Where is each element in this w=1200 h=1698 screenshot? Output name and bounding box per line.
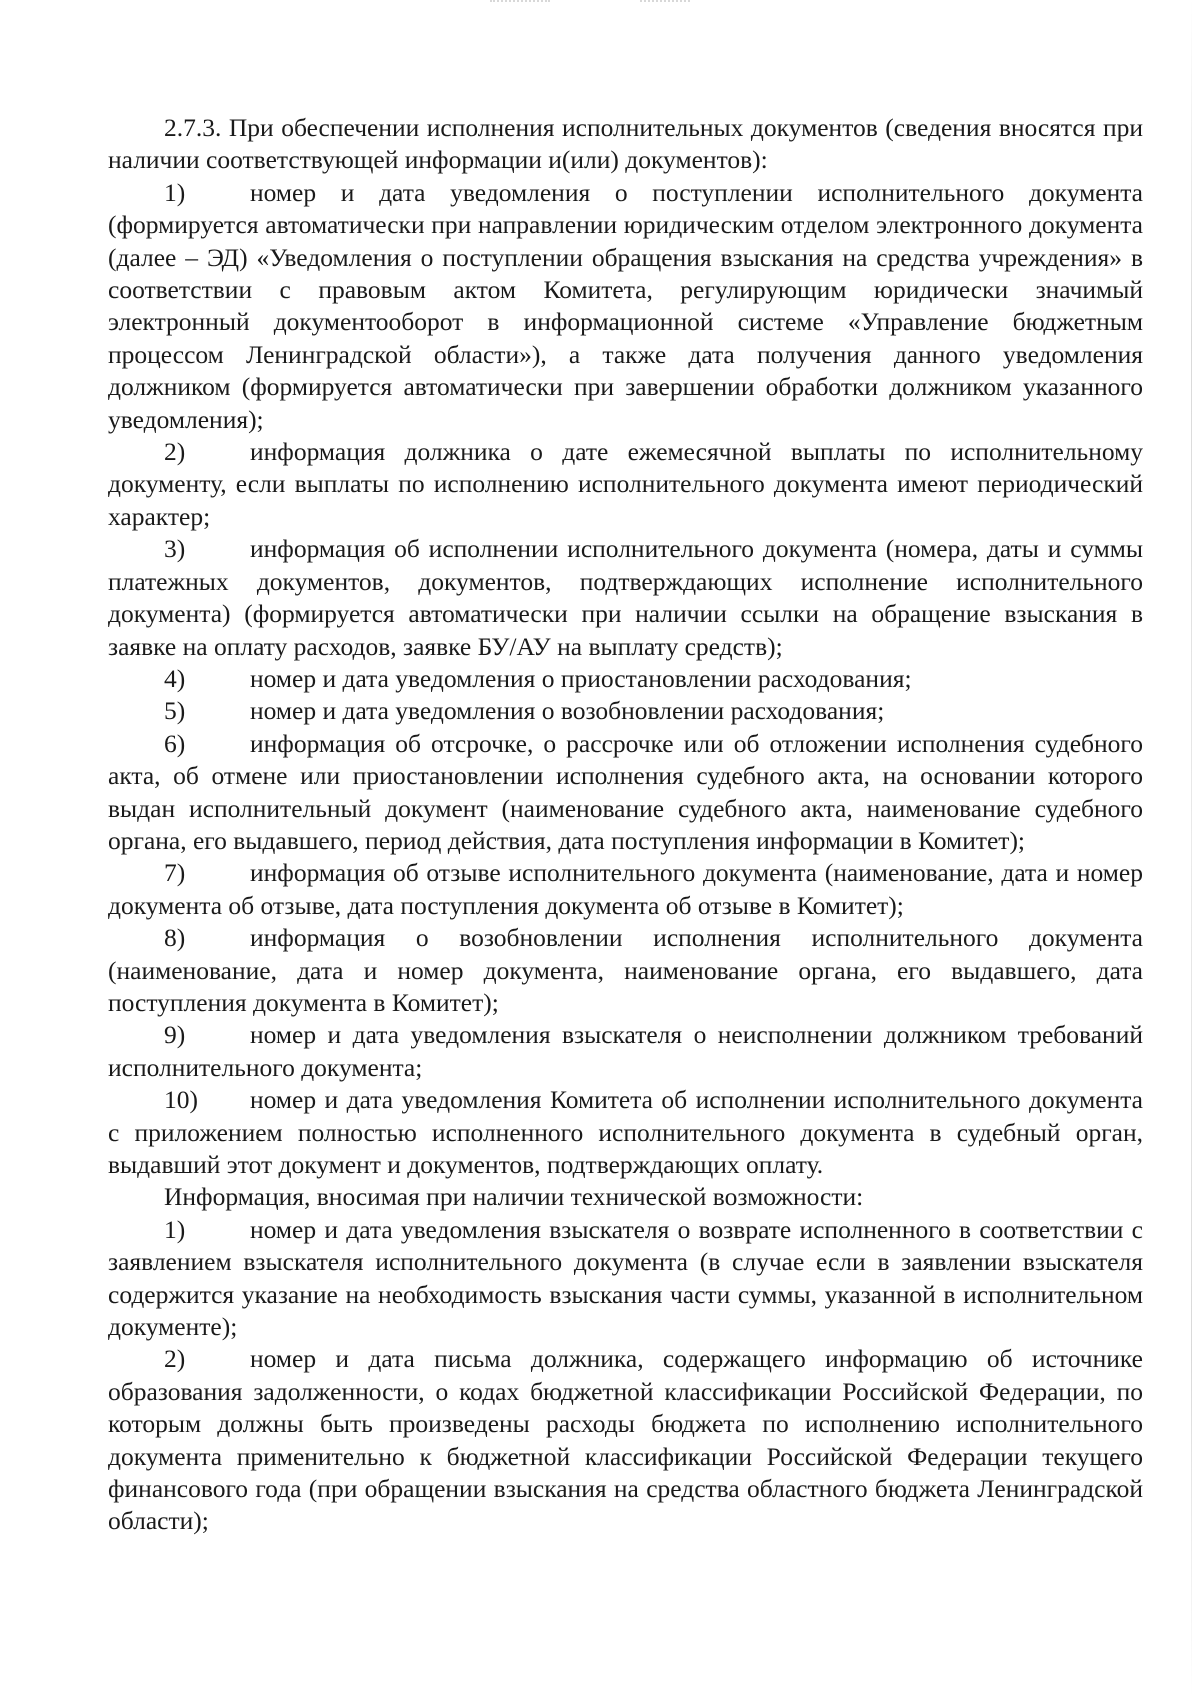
list-item bbox=[108, 533, 1143, 663]
list-item bbox=[108, 728, 1143, 858]
list-item bbox=[108, 177, 1143, 436]
item-number: 7) bbox=[164, 858, 186, 888]
document-body bbox=[108, 112, 1143, 1538]
item-text: номер и дата уведомления о возобновлении расходования; bbox=[250, 696, 885, 726]
item-number: 10) bbox=[164, 1085, 198, 1115]
page-edge-shadow bbox=[1191, 0, 1192, 1698]
item-number: 4) bbox=[164, 663, 186, 693]
item-number: 9) bbox=[164, 1020, 186, 1050]
list-item bbox=[108, 1084, 1143, 1181]
item-text: номер и дата уведомления о приостановлении расходования; bbox=[250, 663, 912, 693]
item-number: 1) bbox=[164, 177, 186, 207]
list-item bbox=[108, 436, 1143, 533]
list-item bbox=[108, 663, 1143, 695]
item-text: номер и дата уведомления взыскателя о неисполнении должником требований исполнительного документа; bbox=[108, 1020, 1143, 1082]
item-text: информация должника о дате ежемесячной выплаты по исполнительному документу, если выплаты по исполнению исполнительного документа имеют периодический характер; bbox=[108, 437, 1143, 531]
list-item bbox=[108, 695, 1143, 727]
technical-list-item bbox=[108, 1343, 1143, 1537]
item-text: информация о возобновлении исполнения исполнительного документа (наименование, дата и номер документа, наименование органа, его выдавшего, дата поступления документа в Комитет); bbox=[108, 923, 1143, 1017]
item-number: 5) bbox=[164, 696, 186, 726]
list-item bbox=[108, 1019, 1143, 1084]
item-number: 2) bbox=[164, 437, 186, 467]
item-number: 1) bbox=[164, 1214, 186, 1244]
item-text: информация об отзыве исполнительного документа (наименование, дата и номер документа об отзыве, дата поступления документа об отзыве в Комитет); bbox=[108, 858, 1143, 920]
scan-artifact bbox=[490, 0, 550, 24]
technical-list-item bbox=[108, 1214, 1143, 1344]
technical-section-heading: Информация, вносимая при наличии технической возможности: bbox=[164, 1182, 864, 1212]
item-number: 6) bbox=[164, 728, 186, 758]
item-text: номер и дата письма должника, содержащего информацию об источнике образования задолженности, о кодах бюджетной классификации Российской Федерации, по которым должны быть произведены расходы бюджета по исполнению исполнительного документа применительно к бюджетной классификации Российской Федерации текущего финансового года (при обращении взыскания на средства областного бюджета Ленинградской области); bbox=[108, 1344, 1143, 1536]
item-number: 2) bbox=[164, 1344, 186, 1374]
item-text: информация об исполнении исполнительного документа (номера, даты и суммы платежных документов, документов, подтверждающих исполнение исполнительного документа) (формируется автоматически при наличии ссылки на обращение взыскания в заявке на оплату расходов, заявке БУ/АУ на выплату средств); bbox=[108, 534, 1143, 661]
item-text: номер и дата уведомления о поступлении исполнительного документа (формируется автоматически при направлении юридическим отделом электронного документа (далее – ЭД) «Уведомления о поступлении обращения взыскания на средства учреждения» в соответствии с правовым актом Комитета, регулирующим юридически значимый электронный документооборот в информационной системе «Управление бюджетным процессом Ленинградской области»), а также дата получения данного уведомления должником (формируется автоматически при завершении обработки должником указанного уведомления); bbox=[108, 177, 1143, 434]
item-text: информация об отсрочке, о рассрочке или об отложении исполнения судебного акта, об отмене или приостановлении исполнения судебного акта, на основании которого выдан исполнительный документ (наименование судебного акта, наименование судебного органа, его выдавшего, период действия, дата поступления информации в Комитет); bbox=[108, 728, 1143, 855]
item-text: номер и дата уведомления взыскателя о возврате исполненного в соответствии с заявлением взыскателя исполнительного документа (в случае если в заявлении взыскателя содержится указание на необходимость взыскания части суммы, указанной в исполнительном документе); bbox=[108, 1214, 1143, 1342]
item-text: номер и дата уведомления Комитета об исполнении исполнительного документа с приложением полностью исполненного исполнительного документа в судебный орган, выдавший этот документ и документов, подтверждающих оплату. bbox=[108, 1085, 1143, 1179]
item-number: 3) bbox=[164, 534, 186, 564]
item-number: 8) bbox=[164, 923, 186, 953]
section-heading-paragraph: 2.7.3. При обеспечении исполнения исполнительных документов (сведения вносятся при наличии соответствующей информации и(или) документов): bbox=[108, 113, 1143, 175]
scan-artifact bbox=[640, 0, 690, 24]
list-item bbox=[108, 922, 1143, 1019]
list-item bbox=[108, 857, 1143, 922]
